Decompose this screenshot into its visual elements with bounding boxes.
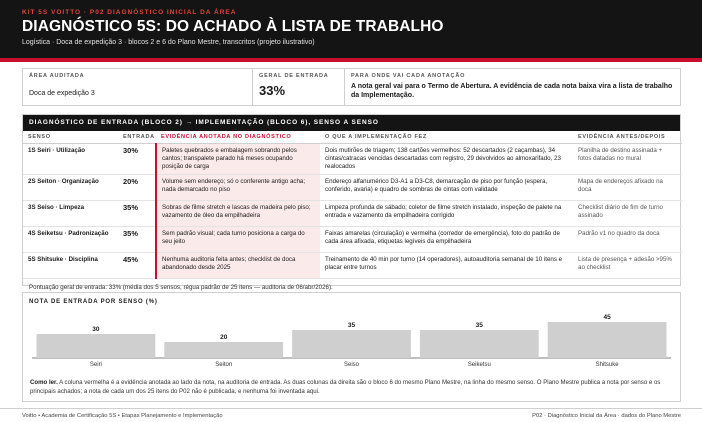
row-evidence: Nenhuma auditoria feita antes; checklist de doca abandonado desde 2025 xyxy=(156,253,320,279)
bar-value-label: 45 xyxy=(603,314,611,321)
row-sense: 3S Seiso · Limpeza xyxy=(23,201,118,227)
kicker: KIT 5S VOITTO · P02 DIAGNÓSTICO INICIAL DA ÁREA xyxy=(22,9,237,16)
page-title: DIAGNÓSTICO 5S: DO ACHADO À LISTA DE TRABALHO xyxy=(22,18,444,35)
bar-shitsuke xyxy=(548,322,667,358)
row-sense: 1S Seiri · Utilização xyxy=(23,144,118,175)
category-label: Seiri xyxy=(89,362,102,368)
row-evidence: Sem padrão visual; cada turno posiciona a carga do seu jeito xyxy=(156,227,320,253)
category-label: Seiketsu xyxy=(467,362,491,368)
footer-left: Voitto • Academia de Certificação 5S • Etapas Planejamento e Implementação xyxy=(22,413,223,419)
note-text: A coluna vermelha é a evidência anotada ao lado da nota, na auditoria de entrada. As duas colunas da direita são o bloco 6 do mesmo Plano Mestre, na linha do mesmo senso. O Plano Mestre publica a nota por senso e os principais achados; a nota de cada um dos 25 itens do P02 não é publicada, e nenhuma foi inventada aqui. xyxy=(30,379,661,395)
table-row xyxy=(23,175,682,201)
bar-value-label: 35 xyxy=(475,322,483,329)
table-row xyxy=(23,227,682,253)
reading-note xyxy=(30,379,675,396)
category-label: Seiton xyxy=(215,362,233,368)
row-action: Treinamento de 40 min por turno (14 operadores), autoauditoria semanal de 10 itens e placar entre turnos xyxy=(320,253,573,279)
table-footnote: Pontuação geral de entrada: 33% (média dos 5 sensos, régua padrão de 25 itens — auditoria de 06/abr/2026). xyxy=(29,284,333,291)
bar-seiketsu xyxy=(420,330,539,358)
diagnosis-table xyxy=(23,131,682,279)
table-row xyxy=(23,201,682,227)
table-title: DIAGNÓSTICO DE ENTRADA (BLOCO 2) → IMPLEMENTAÇÃO (BLOCO 6), SENSO A SENSO xyxy=(23,115,680,131)
next-cell xyxy=(345,69,680,105)
row-after: Padrão v1 no quadro da doca xyxy=(573,227,682,253)
bar-seiri xyxy=(37,334,156,358)
summary-strip xyxy=(22,68,681,106)
accent-rule xyxy=(0,58,702,62)
col-header-after: EVIDÊNCIA ANTES/DEPOIS xyxy=(573,131,682,144)
note-lead: Como ler. xyxy=(30,379,58,386)
table-row xyxy=(23,253,682,279)
footer-right: P02 · Diagnóstico Inicial da Área · dados do Plano Mestre xyxy=(532,413,681,419)
category-label: Shitsuke xyxy=(595,362,619,368)
row-sense: 5S Shitsuke · Disciplina xyxy=(23,253,118,279)
row-evidence: Paletes quebrados e embalagem sobrando pelos cantos; transpalete parado há meses ocupando posição de carga xyxy=(156,144,320,175)
hero-header xyxy=(0,0,702,58)
bar-value-label: 35 xyxy=(347,322,356,329)
score-label: GERAL DE ENTRADA xyxy=(259,73,329,79)
row-evidence: Sobras de filme stretch e lascas de madeira pelo piso; vazamento de óleo da empilhadeira xyxy=(156,201,320,227)
area-value: Doca de expedição 3 xyxy=(29,90,95,97)
area-cell xyxy=(23,69,253,105)
score-value: 33% xyxy=(259,83,286,98)
row-after: Checklist diário de fim de turno assinado xyxy=(573,201,682,227)
next-value: A nota geral vai para o Termo de Abertura. A evidência de cada nota baixa vira a lista de trabalho da Implementação. xyxy=(351,83,673,99)
row-sense: 2S Seiton · Organização xyxy=(23,175,118,201)
row-after: Mapa de endereços afixado na doca xyxy=(573,175,682,201)
bar-value-label: 20 xyxy=(220,334,228,341)
page-subtitle: Logística · Doca de expedição 3 · blocos 2 e 6 do Plano Mestre, transcritos (projeto ilustrativo) xyxy=(22,39,315,46)
row-score: 35% xyxy=(118,227,156,253)
bar-value-label: 30 xyxy=(92,326,100,333)
col-header-evidence: EVIDÊNCIA ANOTADA NO DIAGNÓSTICO xyxy=(156,131,320,144)
footer-rule xyxy=(0,408,702,409)
col-header-sense: SENSO xyxy=(23,131,118,144)
row-after: Lista de presença + adesão >95% ao checklist xyxy=(573,253,682,279)
col-header-score: ENTRADA xyxy=(118,131,156,144)
row-score: 35% xyxy=(118,201,156,227)
table-header-row xyxy=(23,131,682,144)
bar-seiso xyxy=(292,330,411,358)
row-score: 30% xyxy=(118,144,156,175)
bar-seiton xyxy=(164,342,283,358)
row-sense: 4S Seiketsu · Padronização xyxy=(23,227,118,253)
category-label: Seiso xyxy=(343,362,360,368)
row-action: Faixas amarelas (circulação) e vermelha (corredor de emergência), foto do padrão de cada área afixada, etiquetas legíveis da empilhadeira xyxy=(320,227,573,253)
diagnosis-table-panel xyxy=(22,114,681,291)
row-score: 45% xyxy=(118,253,156,279)
next-label: PARA ONDE VAI CADA ANOTAÇÃO xyxy=(351,73,466,79)
row-action: Limpeza profunda de sábado; coletor de filme stretch instalado, inspeção de palete na entrada e vazamento da empilhadeira corrigido xyxy=(320,201,573,227)
row-action: Dois mutirões de triagem; 138 cartões vermelhos: 52 descartados (2 caçambas), 34 cintas/catracas vencidas descartadas com registro, 29 devolvidos ao almoxarifado, 23 realocados xyxy=(320,144,573,175)
col-header-action: O QUE A IMPLEMENTAÇÃO FEZ xyxy=(320,131,573,144)
row-evidence: Volume sem endereço; só o conferente antigo acha; nada demarcado no piso xyxy=(156,175,320,201)
chart-panel xyxy=(22,292,681,402)
chart-title: NOTA DE ENTRADA POR SENSO (%) xyxy=(29,299,158,305)
score-cell xyxy=(253,69,345,105)
row-score: 20% xyxy=(118,175,156,201)
row-action: Endereço alfanumérico D3-A1 a D3-C8, demarcação de piso por função (espera, conferido, avaria) e quadro de sombras de cintas com validade xyxy=(320,175,573,201)
area-label: ÁREA AUDITADA xyxy=(29,73,85,79)
table-row xyxy=(23,144,682,175)
bar-chart xyxy=(23,307,680,379)
row-after: Planilha de destino assinada + fotos datadas no mural xyxy=(573,144,682,175)
